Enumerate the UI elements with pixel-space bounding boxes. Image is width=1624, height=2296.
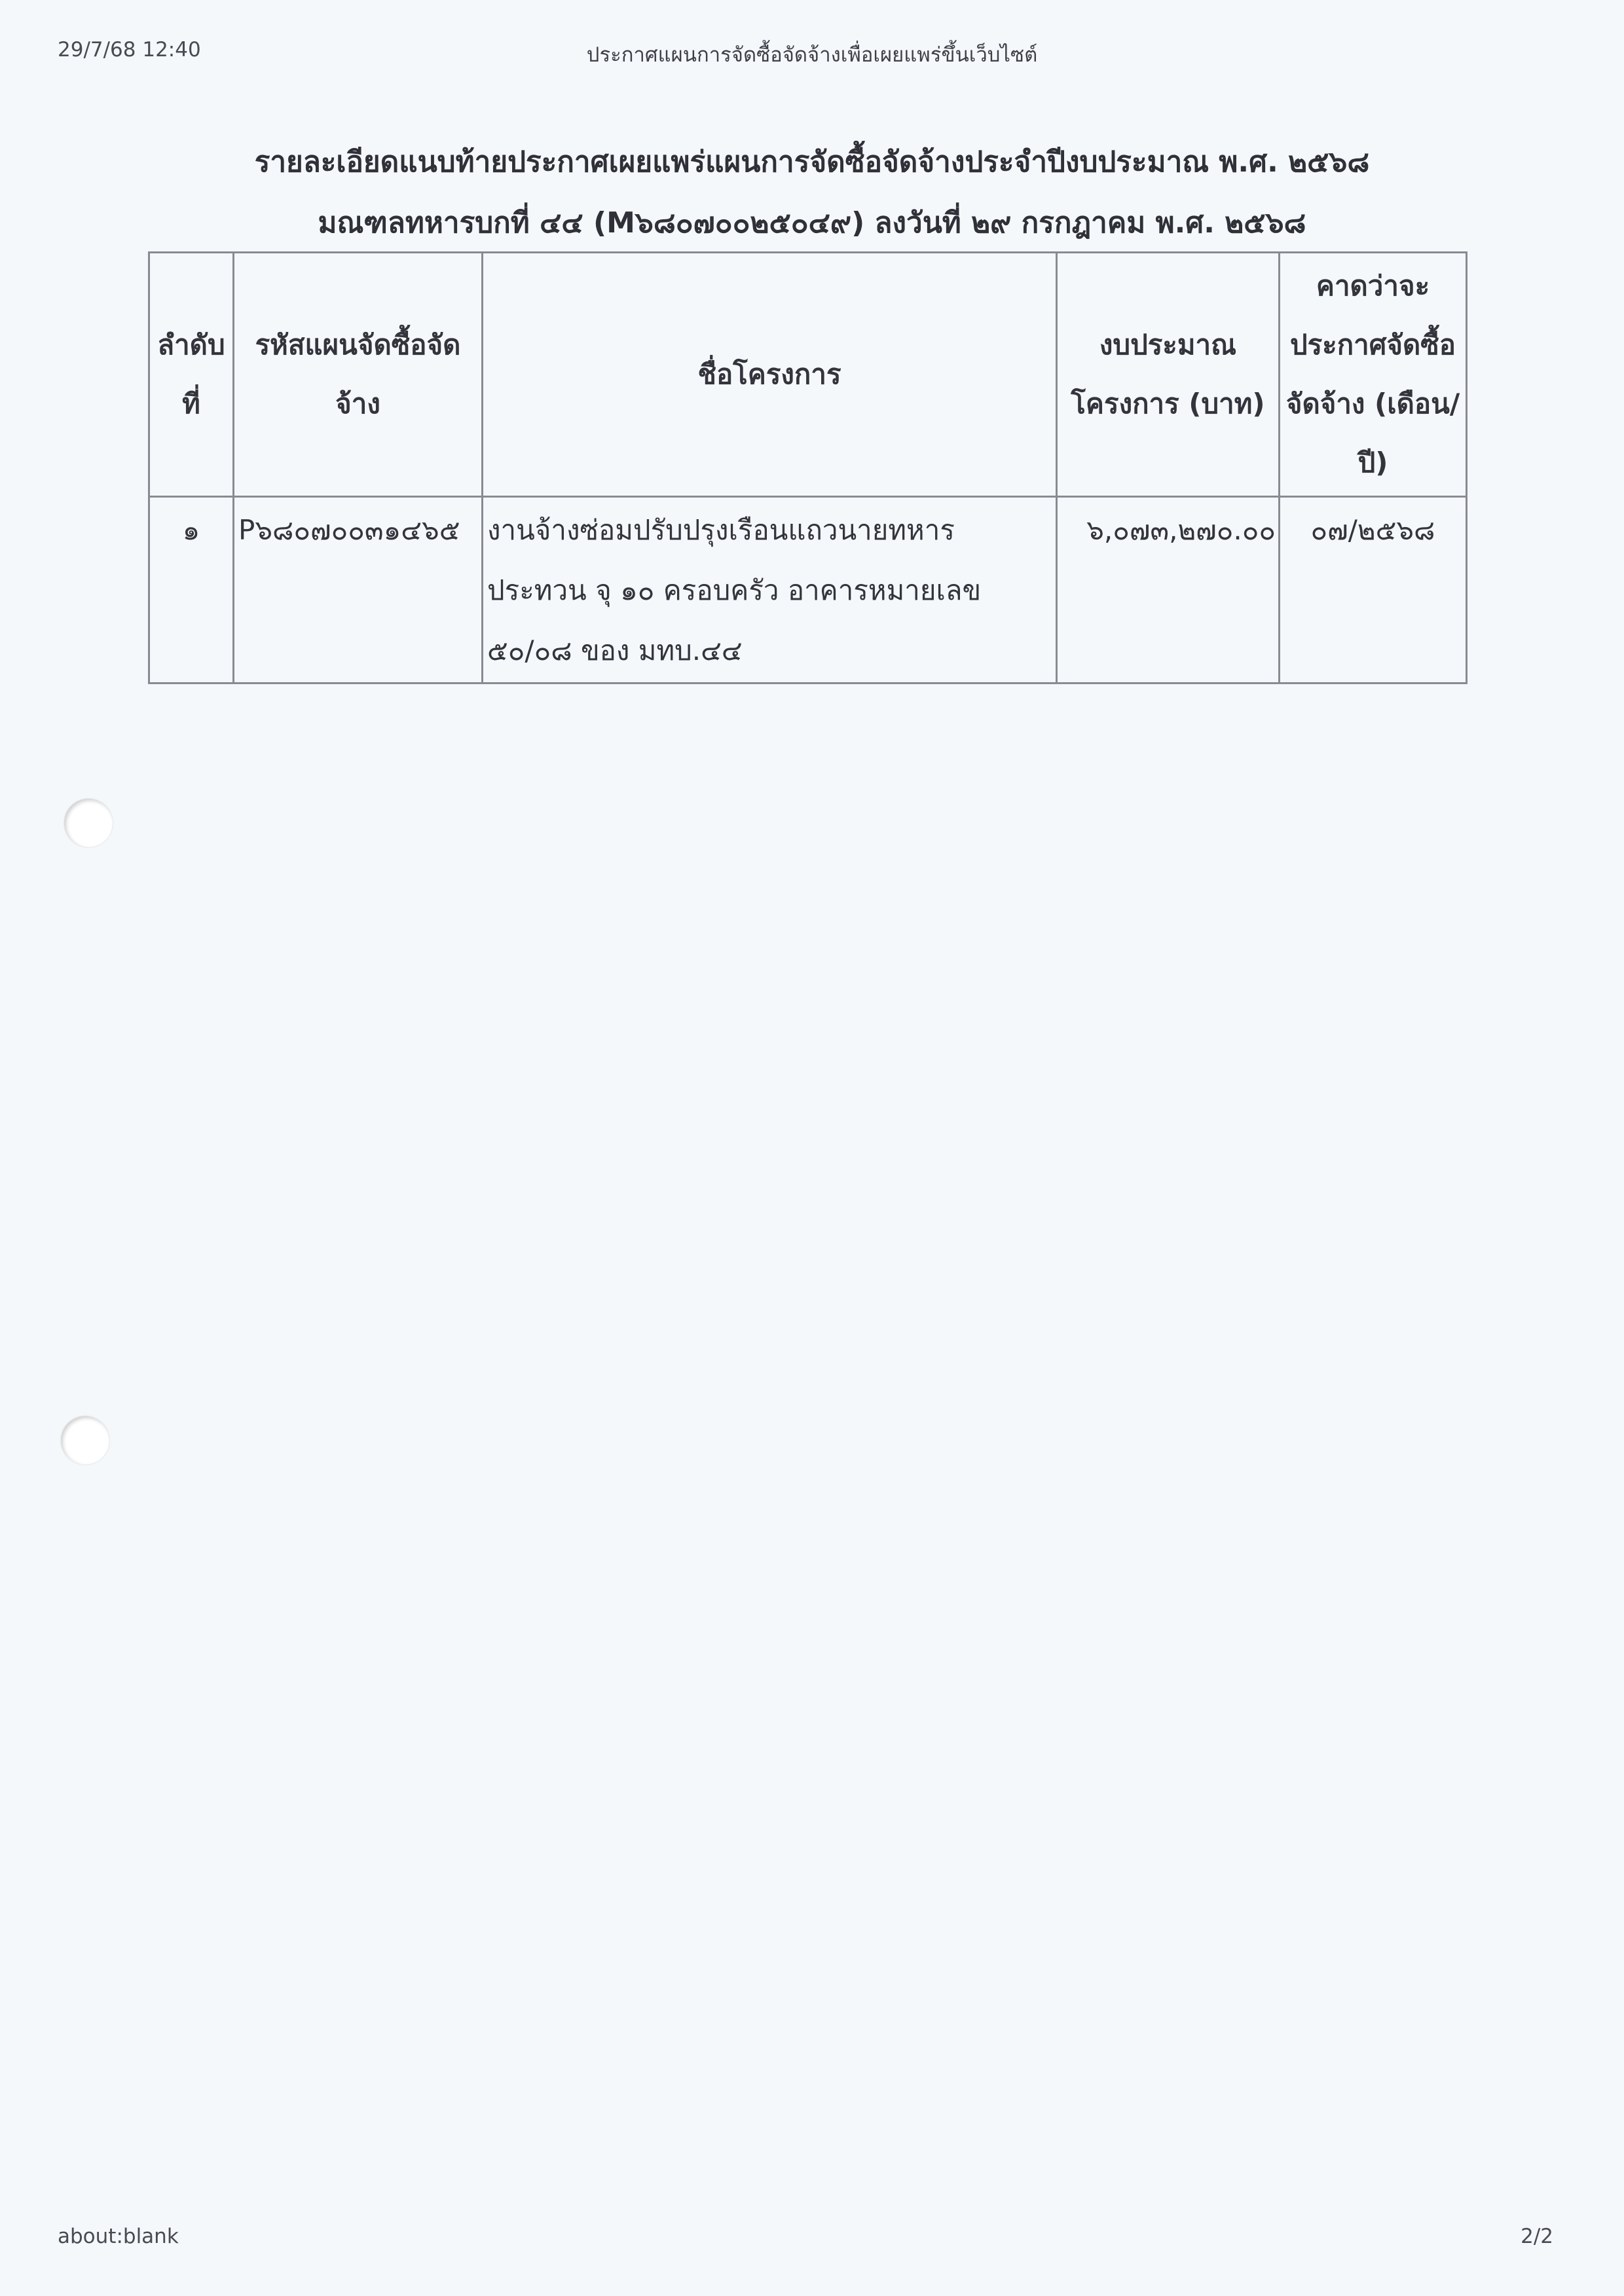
procurement-plan-table (148, 251, 1467, 684)
header-budget: งบประมาณโครงการ (บาท) (1057, 253, 1280, 497)
punch-hole (61, 1416, 109, 1465)
document-subtitle: มณฑลทหารบกที่ ๔๔ (M๖๘๐๗๐๐๒๕๐๔๙) ลงวันที่ ๒๙ กรกฎาคม พ.ศ. ๒๕๖๘ (318, 206, 1306, 240)
cell-expected-date: ๐๗/๒๕๖๘ (1280, 497, 1467, 683)
header-expected-date: คาดว่าจะประกาศจัดซื้อจัดจ้าง (เดือน/ปี) (1280, 253, 1467, 497)
document-title: รายละเอียดแนบท้ายประกาศเผยแพร่แผนการจัดซื้อจัดจ้างประจำปีงบประมาณ พ.ศ. ๒๕๖๘ (254, 145, 1370, 179)
cell-budget: ๖,๐๗๓,๒๗๐.๐๐ (1057, 497, 1280, 683)
header-plan-code: รหัสแผนจัดซื้อจัดจ้าง (234, 253, 483, 497)
table-header-row (149, 253, 1467, 497)
cell-project-name: งานจ้างซ่อมปรับปรุงเรือนแถวนายทหารประทวน จุ ๑๐ ครอบครัว อาคารหมายเลข ๕๐/๐๘ ของ มทบ.๔๔ (483, 497, 1057, 683)
cell-no: ๑ (149, 497, 234, 683)
header-no: ลำดับที่ (149, 253, 234, 497)
print-page-title: ประกาศแผนการจัดซื้อจัดจ้างเพื่อเผยแพร่ขึ้นเว็บไซต์ (586, 43, 1038, 67)
cell-plan-code: P๖๘๐๗๐๐๓๑๔๖๕ (234, 497, 483, 683)
header-project-name: ชื่อโครงการ (483, 253, 1057, 497)
print-url: about:blank (58, 2225, 179, 2248)
print-datetime: 29/7/68 12:40 (58, 38, 201, 62)
print-page-number: 2/2 (1521, 2225, 1553, 2248)
punch-hole (64, 799, 113, 847)
table-row (149, 497, 1467, 683)
